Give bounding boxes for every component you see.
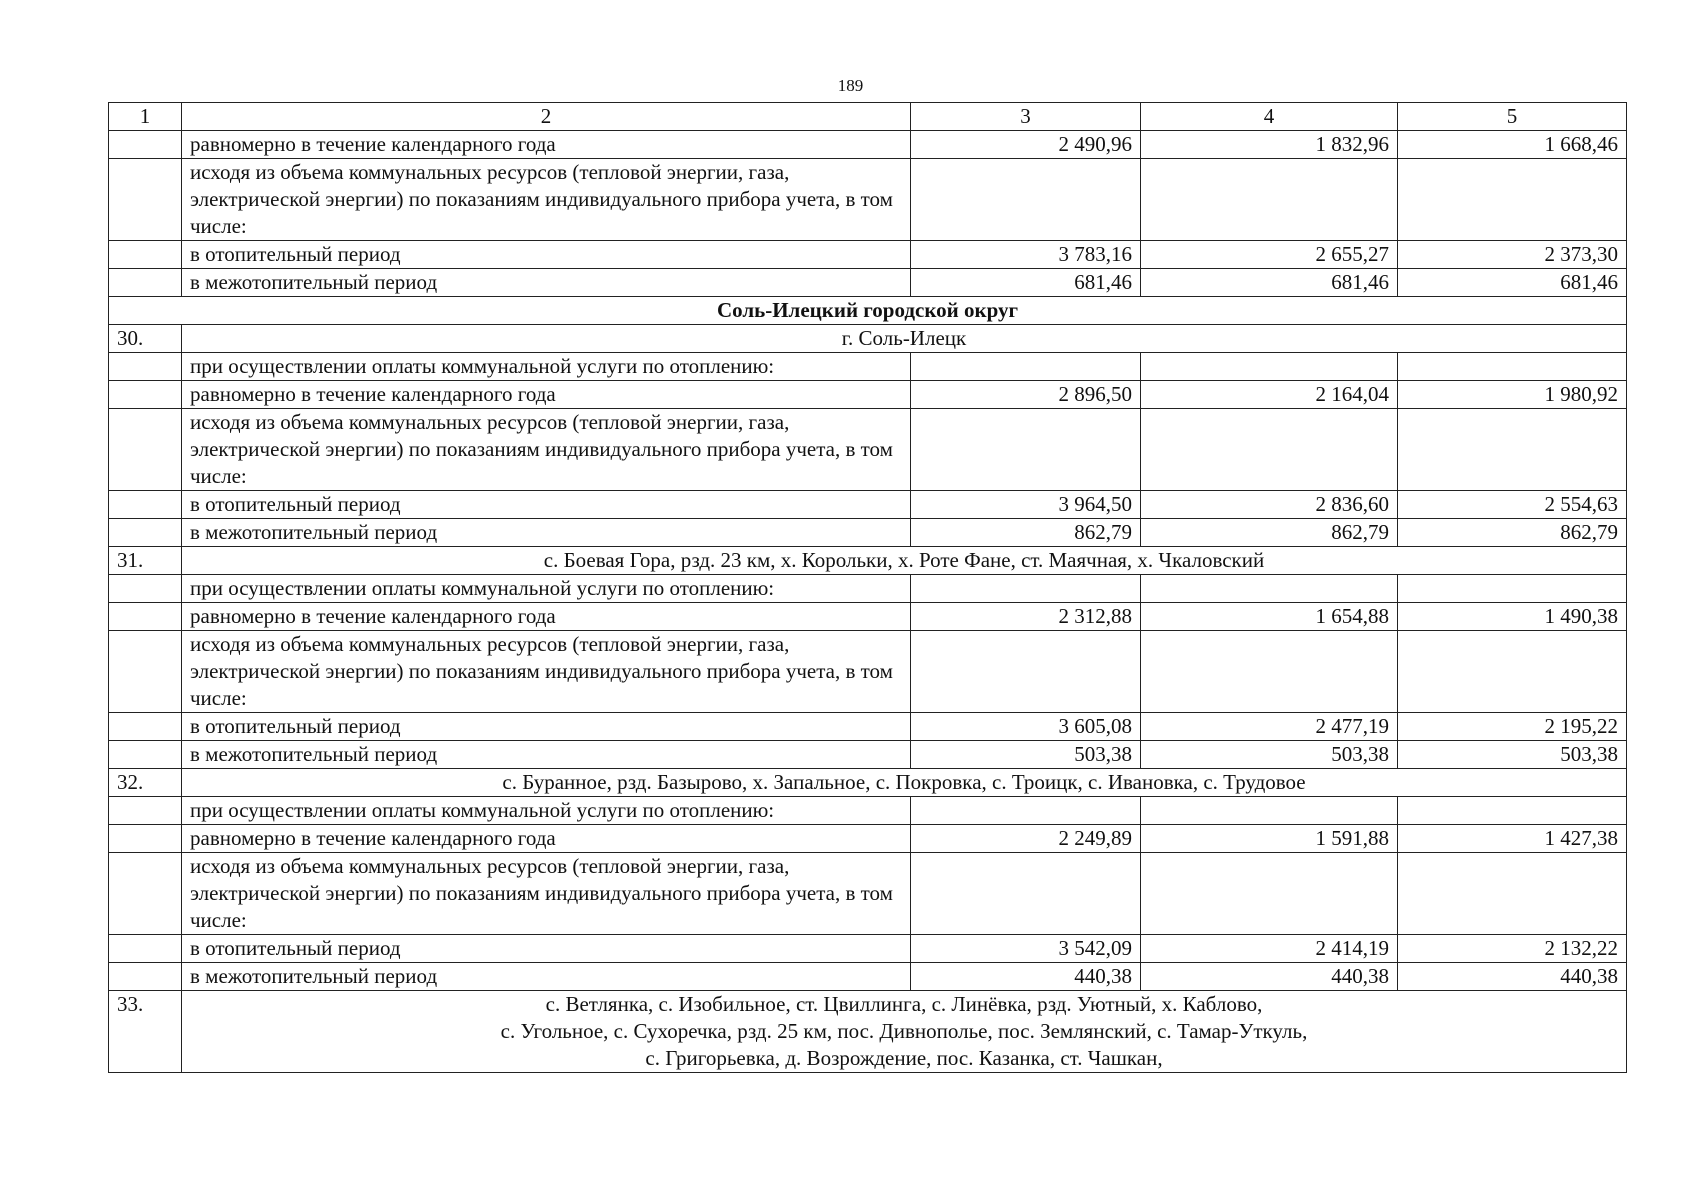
row-number-cell (109, 825, 182, 853)
value-col-5: 681,46 (1398, 269, 1627, 297)
row-number-cell (109, 631, 182, 713)
row-label: в отопительный период (182, 935, 911, 963)
locality-name-line: с. Григорьевка, д. Возрождение, пос. Казанка, ст. Чашкан, (645, 1046, 1163, 1070)
table-row (109, 409, 1627, 491)
value-col-5: 1 668,46 (1398, 131, 1627, 159)
value-col-3: 2 490,96 (911, 131, 1141, 159)
value-col-5: 2 554,63 (1398, 491, 1627, 519)
table-row (109, 713, 1627, 741)
row-label: исходя из объема коммунальных ресурсов (тепловой энергии, газа, электрической энергии) по показаниям индивидуального прибора учета, в том числе: (182, 853, 911, 935)
value-col-4: 503,38 (1141, 741, 1398, 769)
row-label: в отопительный период (182, 491, 911, 519)
table-row (109, 269, 1627, 297)
table-row (109, 963, 1627, 991)
row-label: в отопительный период (182, 241, 911, 269)
value-col-4: 681,46 (1141, 269, 1398, 297)
value-col-5 (1398, 353, 1627, 381)
row-label: в межотопительный период (182, 519, 911, 547)
value-col-3: 440,38 (911, 963, 1141, 991)
table-row (109, 491, 1627, 519)
table-row (109, 241, 1627, 269)
row-number-cell (109, 713, 182, 741)
row-number-cell (109, 353, 182, 381)
locality-row (109, 547, 1627, 575)
row-number-cell (109, 797, 182, 825)
locality-name: с. Буранное, рзд. Базырово, х. Запальное, с. Покровка, с. Троицк, с. Ивановка, с. Трудовое (182, 769, 1627, 797)
section-title: Соль-Илецкий городской округ (109, 297, 1627, 325)
value-col-3 (911, 631, 1141, 713)
row-label: равномерно в течение календарного года (182, 131, 911, 159)
table-row (109, 353, 1627, 381)
value-col-3: 681,46 (911, 269, 1141, 297)
row-number-cell (109, 159, 182, 241)
value-col-5 (1398, 575, 1627, 603)
locality-name-line: с. Ветлянка, с. Изобильное, ст. Цвиллинга, с. Линёвка, рзд. Уютный, х. Каблово, (545, 992, 1263, 1016)
value-col-3 (911, 409, 1141, 491)
value-col-5: 1 490,38 (1398, 603, 1627, 631)
row-label: равномерно в течение календарного года (182, 603, 911, 631)
locality-name: с. Боевая Гора, рзд. 23 км, х. Корольки, х. Роте Фане, ст. Маячная, х. Чкаловский (182, 547, 1627, 575)
value-col-5: 2 132,22 (1398, 935, 1627, 963)
value-col-5: 1 427,38 (1398, 825, 1627, 853)
col-header-1: 1 (109, 103, 182, 131)
value-col-4: 2 655,27 (1141, 241, 1398, 269)
col-header-3: 3 (911, 103, 1141, 131)
value-col-5: 2 195,22 (1398, 713, 1627, 741)
row-number-cell (109, 575, 182, 603)
row-number-cell (109, 519, 182, 547)
value-col-3: 2 896,50 (911, 381, 1141, 409)
row-label: при осуществлении оплаты коммунальной услуги по отоплению: (182, 575, 911, 603)
table-row (109, 131, 1627, 159)
locality-number: 30. (109, 325, 182, 353)
col-header-2: 2 (182, 103, 911, 131)
table-row (109, 381, 1627, 409)
table-row (109, 825, 1627, 853)
value-col-3: 862,79 (911, 519, 1141, 547)
row-label: в межотопительный период (182, 741, 911, 769)
value-col-3: 3 783,16 (911, 241, 1141, 269)
value-col-4: 1 654,88 (1141, 603, 1398, 631)
value-col-3: 503,38 (911, 741, 1141, 769)
table-row (109, 741, 1627, 769)
table-row (109, 631, 1627, 713)
row-label: в межотопительный период (182, 963, 911, 991)
value-col-3: 3 964,50 (911, 491, 1141, 519)
row-number-cell (109, 241, 182, 269)
value-col-5 (1398, 159, 1627, 241)
row-number-cell (109, 603, 182, 631)
value-col-3 (911, 353, 1141, 381)
value-col-4 (1141, 575, 1398, 603)
tariff-table (108, 102, 1627, 1073)
locality-row (109, 769, 1627, 797)
locality-row (109, 325, 1627, 353)
value-col-4: 2 414,19 (1141, 935, 1398, 963)
table-row (109, 935, 1627, 963)
row-label: равномерно в течение календарного года (182, 381, 911, 409)
locality-row (109, 991, 1627, 1073)
value-col-4 (1141, 853, 1398, 935)
value-col-5 (1398, 631, 1627, 713)
row-label: при осуществлении оплаты коммунальной услуги по отоплению: (182, 797, 911, 825)
page-number: 189 (837, 76, 864, 95)
value-col-3: 2 249,89 (911, 825, 1141, 853)
value-col-5: 862,79 (1398, 519, 1627, 547)
value-col-4: 1 832,96 (1141, 131, 1398, 159)
column-number-header-row (109, 103, 1627, 131)
row-number-cell (109, 409, 182, 491)
locality-name (182, 991, 1627, 1073)
value-col-4: 2 836,60 (1141, 491, 1398, 519)
locality-name: г. Соль-Илецк (182, 325, 1627, 353)
value-col-5: 503,38 (1398, 741, 1627, 769)
value-col-3: 3 605,08 (911, 713, 1141, 741)
locality-number: 32. (109, 769, 182, 797)
value-col-5 (1398, 409, 1627, 491)
table-row (109, 853, 1627, 935)
row-label: равномерно в течение календарного года (182, 825, 911, 853)
col-header-5: 5 (1398, 103, 1627, 131)
value-col-4 (1141, 409, 1398, 491)
row-label: при осуществлении оплаты коммунальной услуги по отоплению: (182, 353, 911, 381)
value-col-3 (911, 853, 1141, 935)
value-col-3 (911, 797, 1141, 825)
value-col-4 (1141, 797, 1398, 825)
value-col-4 (1141, 631, 1398, 713)
row-label: исходя из объема коммунальных ресурсов (тепловой энергии, газа, электрической энергии) по показаниям индивидуального прибора учета, в том числе: (182, 409, 911, 491)
table-row (109, 797, 1627, 825)
value-col-4: 1 591,88 (1141, 825, 1398, 853)
value-col-4: 862,79 (1141, 519, 1398, 547)
value-col-5: 2 373,30 (1398, 241, 1627, 269)
row-number-cell (109, 741, 182, 769)
value-col-4: 440,38 (1141, 963, 1398, 991)
locality-number: 33. (109, 991, 182, 1073)
row-label: исходя из объема коммунальных ресурсов (тепловой энергии, газа, электрической энергии) по показаниям индивидуального прибора учета, в том числе: (182, 159, 911, 241)
section-row (109, 297, 1627, 325)
col-header-4: 4 (1141, 103, 1398, 131)
value-col-4: 2 164,04 (1141, 381, 1398, 409)
value-col-3 (911, 159, 1141, 241)
row-number-cell (109, 269, 182, 297)
value-col-5 (1398, 797, 1627, 825)
table-row (109, 519, 1627, 547)
value-col-5: 440,38 (1398, 963, 1627, 991)
value-col-5 (1398, 853, 1627, 935)
row-label: исходя из объема коммунальных ресурсов (тепловой энергии, газа, электрической энергии) по показаниям индивидуального прибора учета, в том числе: (182, 631, 911, 713)
row-number-cell (109, 381, 182, 409)
row-number-cell (109, 131, 182, 159)
table-row (109, 575, 1627, 603)
value-col-3: 2 312,88 (911, 603, 1141, 631)
row-number-cell (109, 935, 182, 963)
row-number-cell (109, 491, 182, 519)
row-label: в межотопительный период (182, 269, 911, 297)
locality-name-line: с. Угольное, с. Сухоречка, рзд. 25 км, пос. Дивнополье, пос. Землянский, с. Тамар-Уткуль, (500, 1019, 1308, 1043)
locality-number: 31. (109, 547, 182, 575)
value-col-4: 2 477,19 (1141, 713, 1398, 741)
row-label: в отопительный период (182, 713, 911, 741)
value-col-3 (911, 575, 1141, 603)
value-col-4 (1141, 159, 1398, 241)
value-col-5: 1 980,92 (1398, 381, 1627, 409)
value-col-3: 3 542,09 (911, 935, 1141, 963)
table-row (109, 603, 1627, 631)
row-number-cell (109, 963, 182, 991)
value-col-4 (1141, 353, 1398, 381)
table-row (109, 159, 1627, 241)
row-number-cell (109, 853, 182, 935)
